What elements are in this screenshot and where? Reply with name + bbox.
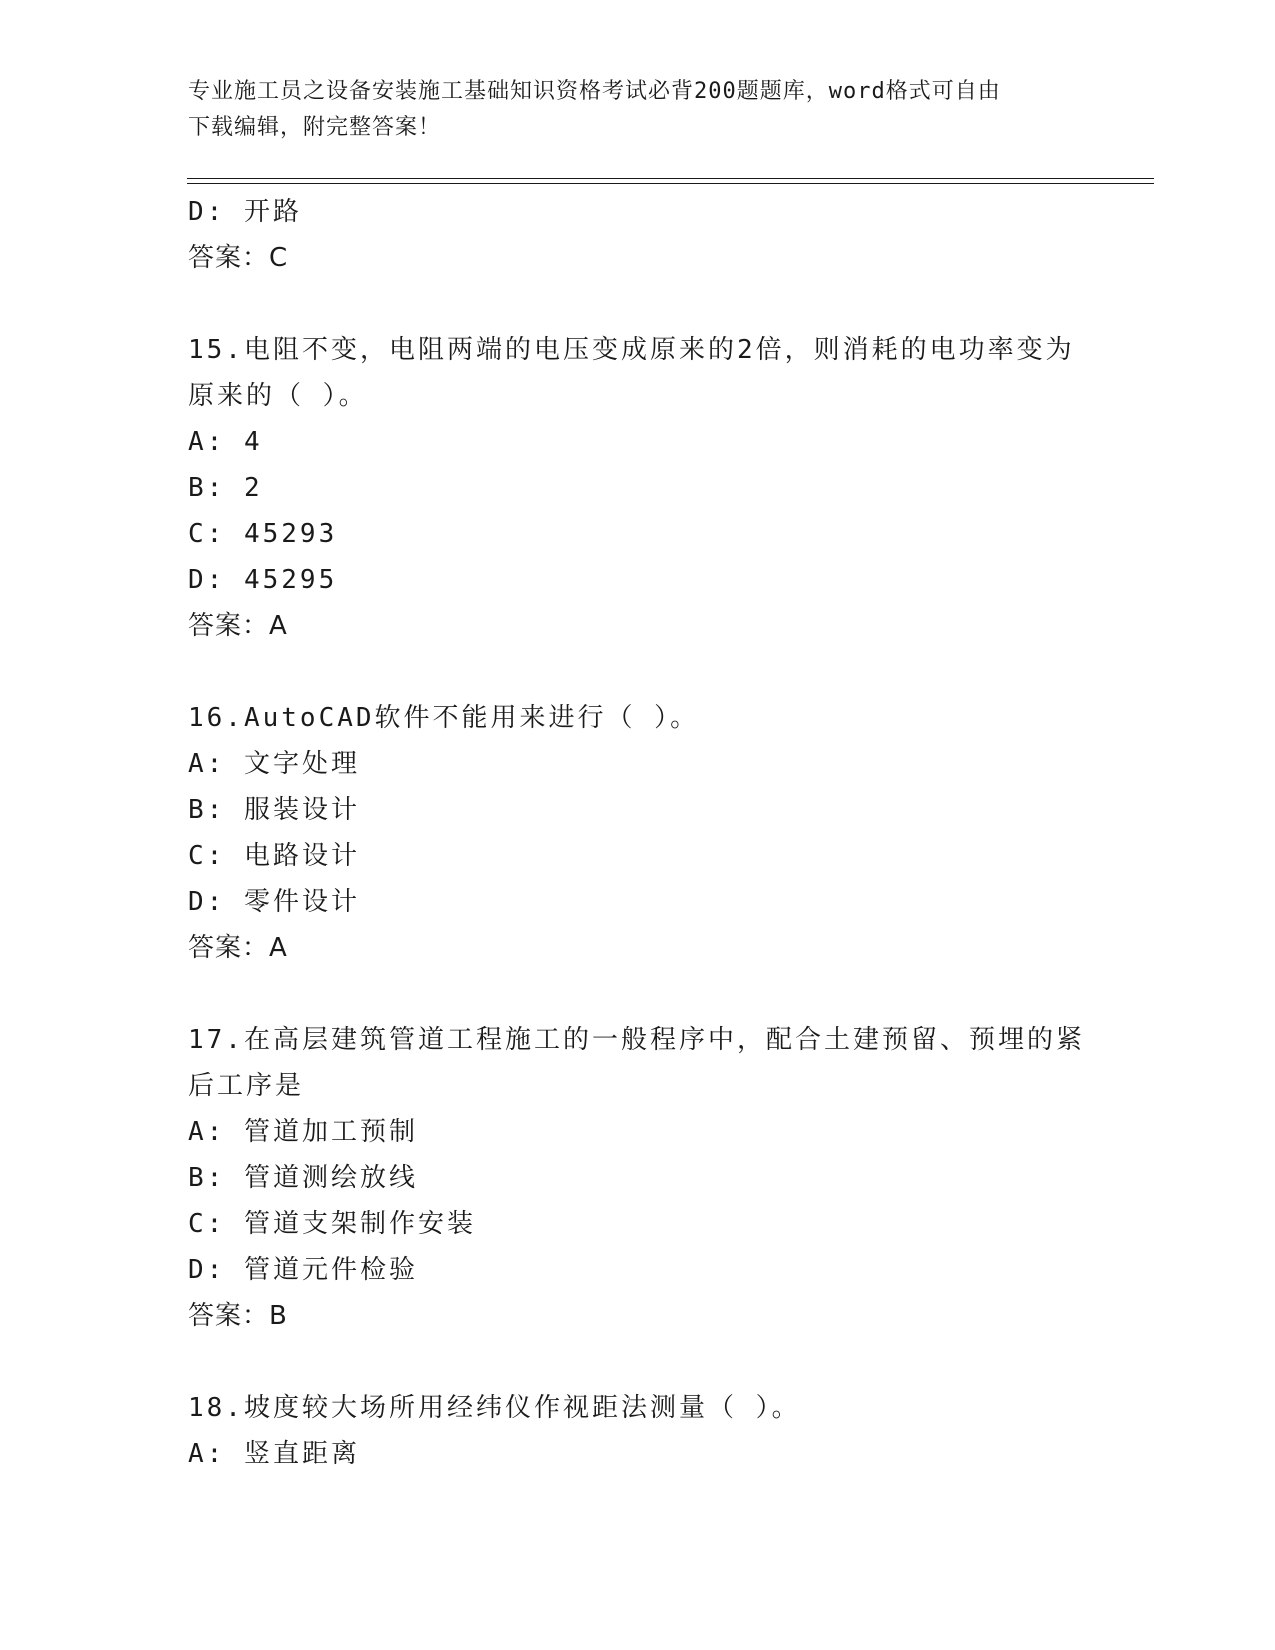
option-b: B: 2 <box>188 473 263 503</box>
answer: 答案：A <box>188 933 288 963</box>
option-b: B: 管道测绘放线 <box>188 1163 418 1193</box>
question-text-line-1: 15.电阻不变，电阻两端的电压变成原来的2倍，则消耗的电功率变为 <box>188 335 1075 365</box>
option-c: C: 电路设计 <box>188 841 360 871</box>
spacer <box>188 281 1088 327</box>
question-15 <box>188 327 1088 649</box>
question-16 <box>188 695 1088 971</box>
answer: 答案：A <box>188 611 288 641</box>
question-14-tail <box>188 189 1088 281</box>
option-d: D: 45295 <box>188 565 338 595</box>
option-a: A: 竖直距离 <box>188 1439 360 1469</box>
question-text-line-1: 17.在高层建筑管道工程施工的一般程序中，配合土建预留、预埋的紧 <box>188 1025 1085 1055</box>
header-rule-bottom <box>187 183 1154 184</box>
spacer <box>188 971 1088 1017</box>
answer: 答案：C <box>188 243 289 273</box>
option-c: C: 管道支架制作安装 <box>188 1209 476 1239</box>
option-d: D: 管道元件检验 <box>188 1255 418 1285</box>
option-b: B: 服装设计 <box>188 795 360 825</box>
question-text-line-1: 18.坡度较大场所用经纬仪作视距法测量（ ）。 <box>188 1393 801 1423</box>
question-17 <box>188 1017 1088 1339</box>
option-c: C: 45293 <box>188 519 338 549</box>
header-line-2: 下载编辑，附完整答案！ <box>188 115 442 140</box>
option-a: A: 管道加工预制 <box>188 1117 418 1147</box>
option-a: A: 文字处理 <box>188 749 360 779</box>
header-rule-top <box>187 178 1154 179</box>
question-18 <box>188 1385 1088 1477</box>
spacer <box>188 1339 1088 1385</box>
question-list <box>188 189 1088 1477</box>
question-text-line-2: 后工序是 <box>188 1071 305 1101</box>
question-text-line-2: 原来的（ ）。 <box>188 381 368 411</box>
answer: 答案：B <box>188 1301 288 1331</box>
question-text-line-1: 16.AutoCAD软件不能用来进行（ ）。 <box>188 703 700 733</box>
option-a: A: 4 <box>188 427 263 457</box>
header-line-1: 专业施工员之设备安装施工基础知识资格考试必背200题题库，word格式可自由 <box>188 79 1001 104</box>
document-header <box>188 74 1088 146</box>
option-d: D: 零件设计 <box>188 887 360 917</box>
option-d: D: 开路 <box>188 197 302 227</box>
spacer <box>188 649 1088 695</box>
